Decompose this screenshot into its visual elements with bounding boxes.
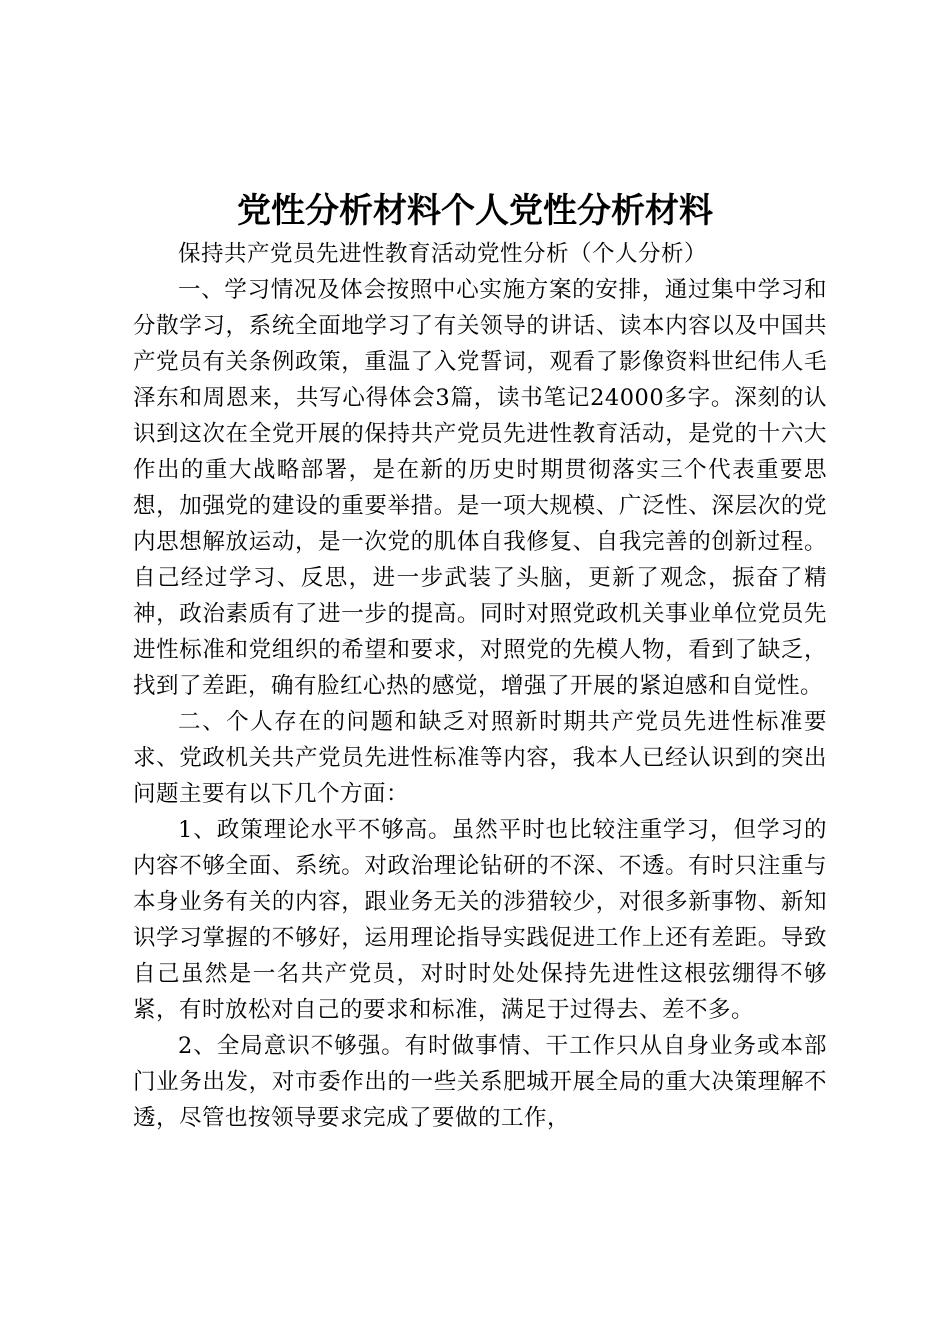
document-body xyxy=(133,236,827,1136)
paragraph-problems-intro: 二、个人存在的问题和缺乏对照新时期共产党员先进性标准要求、党政机关共产党员先进性标准等内容，我本人已经认识到的突出问题主要有以下几个方面： xyxy=(133,709,827,807)
paragraph-problem-2: 2、全局意识不够强。有时做事情、干工作只从自身业务或本部门业务出发，对市委作出的一些关系肥城开展全局的重大决策理解不透，尽管也按领导要求完成了要做的工作， xyxy=(133,1033,827,1131)
paragraph-study-situation: 一、学习情况及体会按照中心实施方案的安排，通过集中学习和分散学习，系统全面地学习了有关领导的讲话、读本内容以及中国共产党员有关条例政策，重温了入党誓词，观看了影像资料世纪伟人毛泽东和周恩来，共写心得体会3篇，读书笔记24000多字。深刻的认识到这次在全党开展的保持共产党员先进性教育活动，是党的十六大作出的重大战略部署，是在新的历史时期贯彻落实三个代表重要思想，加强党的建设的重要举措。是一项大规模、广泛性、深层次的党内思想解放运动，是一次党的肌体自我修复、自我完善的创新过程。自己经过学习、反思，进一步武装了头脑，更新了观念，振奋了精神，政治素质有了进一步的提高。同时对照党政机关事业单位党员先进性标准和党组织的希望和要求，对照党的先模人物，看到了缺乏，找到了差距，确有脸红心热的感觉，增强了开展的紧迫感和自觉性。 xyxy=(133,277,827,699)
document-title: 党性分析材料个人党性分析材料 xyxy=(237,191,713,231)
paragraph-problem-1: 1、政策理论水平不够高。虽然平时也比较注重学习，但学习的内容不够全面、系统。对政治理论钻研的不深、不透。有时只注重与本身业务有关的内容，跟业务无关的涉猎较少，对很多新事物、新知识学习掌握的不够好，运用理论指导实践促进工作上还有差距。导致自己虽然是一名共产党员，对时时处处保持先进性这根弦绷得不够紧，有时放松对自己的要求和标准，满足于过得去、差不多。 xyxy=(133,817,827,1023)
paragraph-subtitle: 保持共产党员先进性教育活动党性分析（个人分析） xyxy=(178,241,708,267)
